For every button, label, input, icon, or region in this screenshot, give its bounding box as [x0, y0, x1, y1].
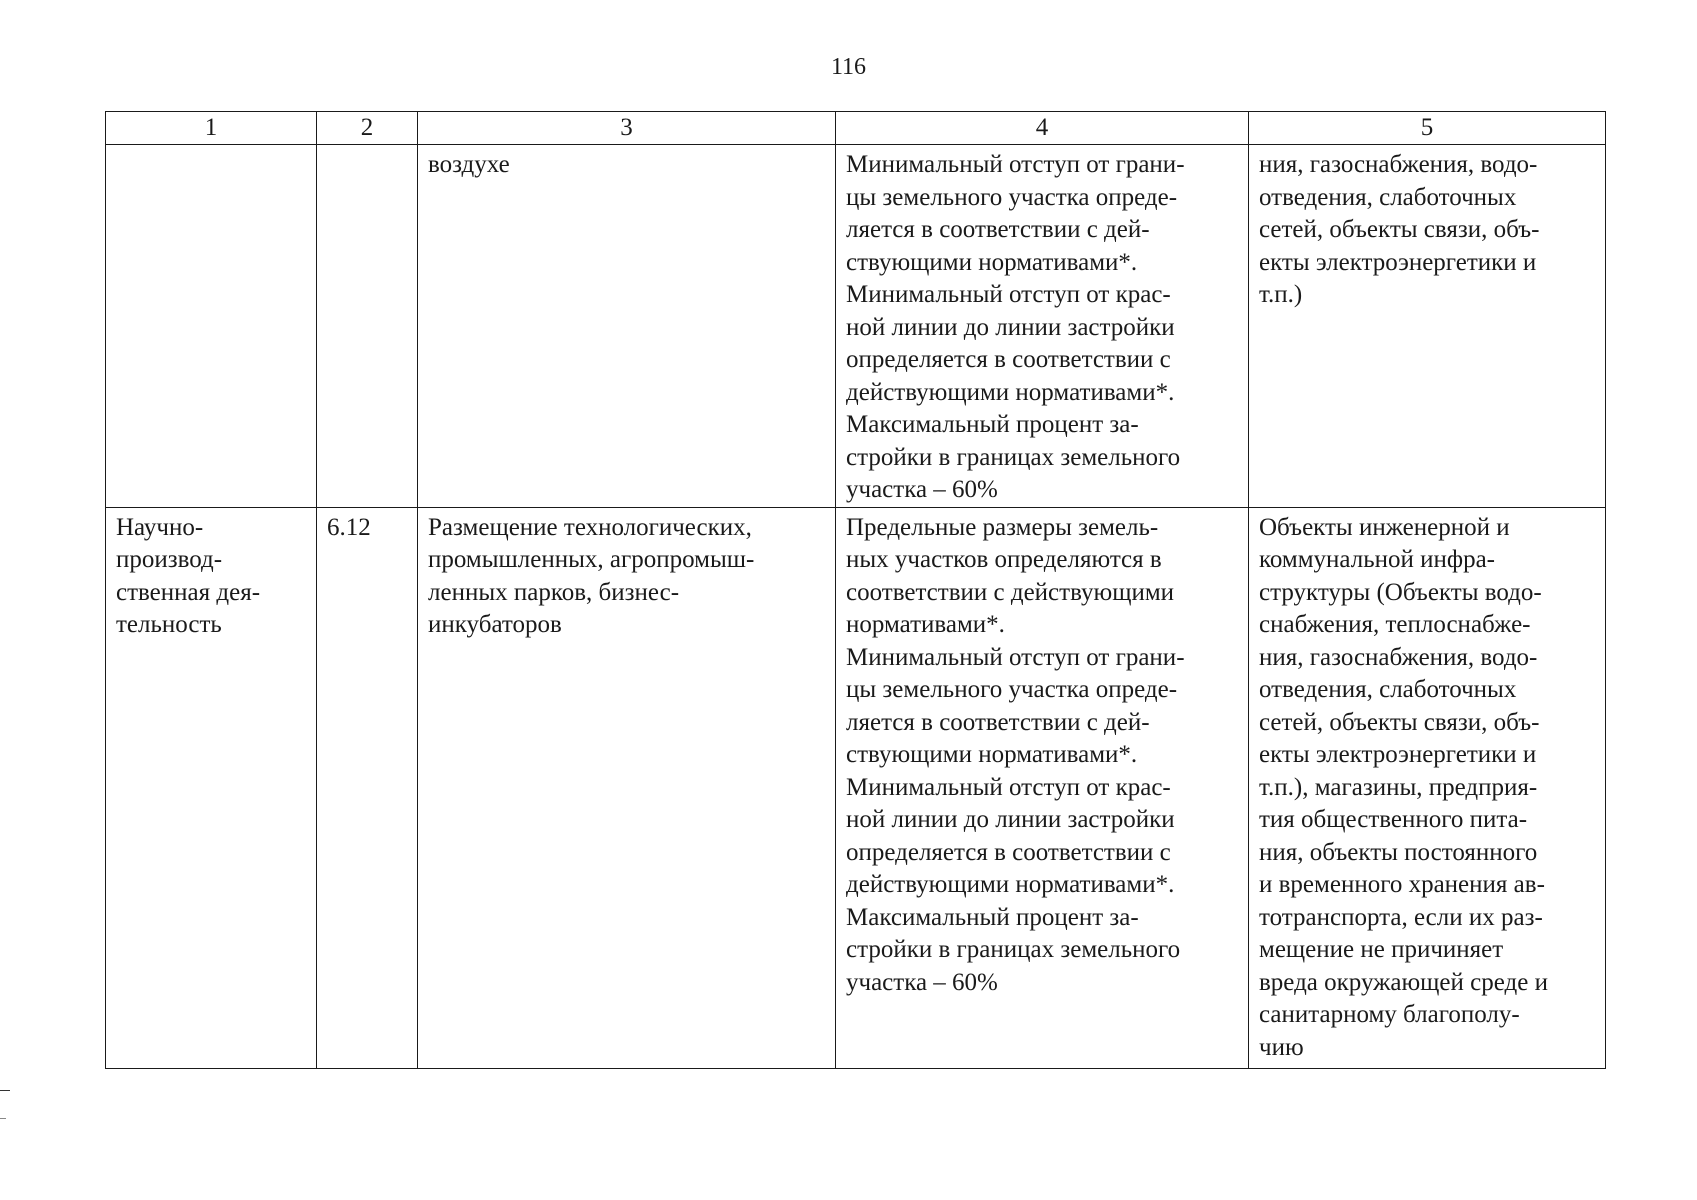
cell-auxiliary-uses: Объекты инженерной и коммунальной инфра- структуры (Объекты водо- снабжения, теплоснабже- ния, газоснабжения, водо- отведения, слаботочных сетей, объекты связи, объ- екты электроэнергетики и т.п.), магазины, предприя- тия общественного пита- ния, объекты постоянного и временного хранения ав- тотранспорта, если их раз- мещение не причиняет вреда окружающей среде и санитарному благополу- чию — [1249, 507, 1606, 1068]
margin-mark — [0, 1090, 10, 1091]
cell-code — [317, 145, 418, 508]
column-header-4: 4 — [836, 112, 1249, 145]
table-row — [106, 145, 1606, 508]
column-header-3: 3 — [418, 112, 836, 145]
column-header-1: 1 — [106, 112, 317, 145]
cell-parameters: Минимальный отступ от грани- цы земельного участка опреде- ляется в соответствии с дей- ствующими нормативами*. Минимальный отступ от крас- ной линии до линии застройки определяется в соответствии с действующими нормативами*. Максимальный процент за- стройки в границах земельного участка – 60% — [836, 145, 1249, 508]
cell-parameters: Предельные размеры земель- ных участков определяются в соответствии с действующими нормативами*. Минимальный отступ от грани- цы земельного участка опреде- ляется в соответствии с дей- ствующими нормативами*. Минимальный отступ от крас- ной линии до линии застройки определяется в соответствии с действующими нормативами*. Максимальный процент за- стройки в границах земельного участка – 60% — [836, 507, 1249, 1068]
cell-activity-name: Научно- производ- ственная дея- тельность — [106, 507, 317, 1068]
table-row — [106, 507, 1606, 1068]
cell-auxiliary-uses: ния, газоснабжения, водо- отведения, слаботочных сетей, объекты связи, объ- екты электроэнергетики и т.п.) — [1249, 145, 1606, 508]
cell-code: 6.12 — [317, 507, 418, 1068]
regulations-table — [105, 111, 1606, 1069]
column-header-2: 2 — [317, 112, 418, 145]
cell-description: Размещение технологических, промышленных, агропромыш- ленных парков, бизнес- инкубаторов — [418, 507, 836, 1068]
margin-mark — [0, 1118, 6, 1119]
cell-activity-name — [106, 145, 317, 508]
table-header-row — [106, 112, 1606, 145]
cell-description: воздухе — [418, 145, 836, 508]
column-header-5: 5 — [1249, 112, 1606, 145]
page-number: 116 — [830, 54, 867, 80]
